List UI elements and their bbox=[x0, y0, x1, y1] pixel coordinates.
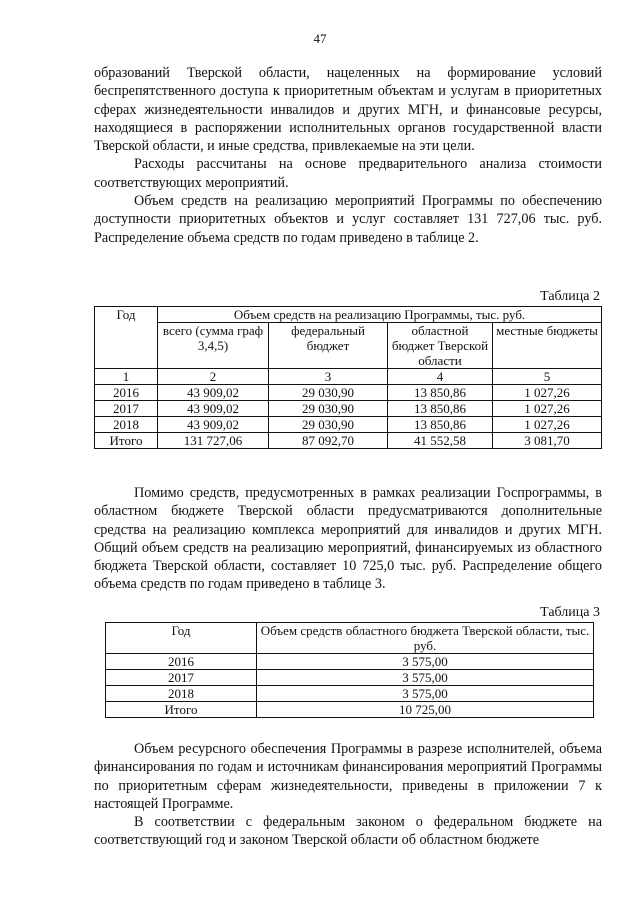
table-row bbox=[106, 686, 594, 702]
table2-caption: Таблица 2 bbox=[540, 289, 600, 304]
cell-total: 43 909,02 bbox=[158, 385, 269, 401]
cell-value: 3 575,00 bbox=[257, 670, 594, 686]
cell-year: Итого bbox=[95, 433, 158, 449]
table-total-row bbox=[95, 433, 602, 449]
cell-year: 2016 bbox=[95, 385, 158, 401]
cell-year: 2017 bbox=[95, 401, 158, 417]
table-number-row bbox=[95, 369, 602, 385]
header-federal: федеральный бюджет bbox=[269, 323, 388, 369]
table-row bbox=[95, 385, 602, 401]
col-number: 1 bbox=[95, 369, 158, 385]
table-row bbox=[95, 401, 602, 417]
table-subheader-row bbox=[95, 323, 602, 369]
table-header-row bbox=[106, 623, 594, 654]
cell-year: 2017 bbox=[106, 670, 257, 686]
header-value: Объем средств областного бюджета Тверской области, тыс. руб. bbox=[257, 623, 594, 654]
cell-total: 43 909,02 bbox=[158, 417, 269, 433]
table3-caption: Таблица 3 bbox=[540, 605, 600, 620]
table-row bbox=[106, 670, 594, 686]
cell-regional: 41 552,58 bbox=[388, 433, 493, 449]
header-group: Объем средств на реализацию Программы, тыс. руб. bbox=[158, 307, 602, 323]
paragraph-additional-funding: Помимо средств, предусмотренных в рамках реализации Госпрограммы, в областном бюджете Тверской области предусматриваются дополнительные средства на реализацию комплекса мероприятий для инвалидов и других МГН. Общий объем средств на реализацию мероприятий, финансируемых из областного бюджета Тверской области, составляет 10 725,0 тыс. руб. Распределение общего объема средств по годам приведено в таблице 3. bbox=[94, 485, 602, 593]
cell-year: 2016 bbox=[106, 654, 257, 670]
cell-local: 1 027,26 bbox=[493, 401, 602, 417]
table-row bbox=[95, 417, 602, 433]
header-local: местные бюджеты bbox=[493, 323, 602, 369]
table-row bbox=[106, 654, 594, 670]
cell-local: 3 081,70 bbox=[493, 433, 602, 449]
col-number: 5 bbox=[493, 369, 602, 385]
cell-local: 1 027,26 bbox=[493, 385, 602, 401]
paragraph-federal-law: В соответствии с федеральным законом о федеральном бюджете на соответствующий год и законом Тверской области об областном бюджете bbox=[94, 814, 602, 849]
cell-local: 1 027,26 bbox=[493, 417, 602, 433]
cell-value: 10 725,00 bbox=[257, 702, 594, 718]
additional-funding-text bbox=[94, 484, 602, 594]
paragraph-resource-support: Объем ресурсного обеспечения Программы в разрезе исполнителей, объема финансирования по годам и источникам финансирования мероприятий Программы по приоритетным сферам жизнедеятельности, приведены в приложении 7 к настоящей Программе. bbox=[94, 741, 602, 812]
cell-total: 43 909,02 bbox=[158, 401, 269, 417]
cell-regional: 13 850,86 bbox=[388, 417, 493, 433]
header-total: всего (сумма граф 3,4,5) bbox=[158, 323, 269, 369]
cell-value: 3 575,00 bbox=[257, 686, 594, 702]
cell-regional: 13 850,86 bbox=[388, 401, 493, 417]
col-number: 3 bbox=[269, 369, 388, 385]
paragraph-expenses-basis: Расходы рассчитаны на основе предварительного анализа стоимости соответствующих мероприятий. bbox=[94, 156, 602, 191]
paragraph-continuation: образований Тверской области, нацеленных на формирование условий беспрепятственного доступа к приоритетным объектам и услугам в приоритетных сферах жизнедеятельности инвалидов и других МГН, и финансовые ресурсы, находящиеся в распоряжении исполнительных органов государственной власти Тверской области, и иные средства, привлекаемые на эти цели. bbox=[94, 65, 602, 155]
table-total-row bbox=[106, 702, 594, 718]
cell-regional: 13 850,86 bbox=[388, 385, 493, 401]
cell-federal: 87 092,70 bbox=[269, 433, 388, 449]
cell-value: 3 575,00 bbox=[257, 654, 594, 670]
table-header-row bbox=[95, 307, 602, 323]
cell-federal: 29 030,90 bbox=[269, 385, 388, 401]
header-year: Год bbox=[95, 307, 158, 369]
col-number: 2 bbox=[158, 369, 269, 385]
header-year: Год bbox=[106, 623, 257, 654]
program-funding-table bbox=[94, 306, 602, 449]
regional-budget-table bbox=[105, 622, 594, 718]
cell-total: 131 727,06 bbox=[158, 433, 269, 449]
header-regional: областной бюджет Тверской области bbox=[388, 323, 493, 369]
cell-year: Итого bbox=[106, 702, 257, 718]
resource-support-text bbox=[94, 740, 602, 850]
intro-text bbox=[94, 64, 602, 247]
cell-federal: 29 030,90 bbox=[269, 417, 388, 433]
paragraph-program-volume: Объем средств на реализацию мероприятий Программы по обеспечению доступности приоритетных объектов и услуг составляет 131 727,06 тыс. руб. Распределение объема средств по годам приведено в таблице 2. bbox=[94, 193, 602, 246]
page-number: 47 bbox=[313, 31, 327, 46]
cell-year: 2018 bbox=[95, 417, 158, 433]
cell-year: 2018 bbox=[106, 686, 257, 702]
cell-federal: 29 030,90 bbox=[269, 401, 388, 417]
col-number: 4 bbox=[388, 369, 493, 385]
